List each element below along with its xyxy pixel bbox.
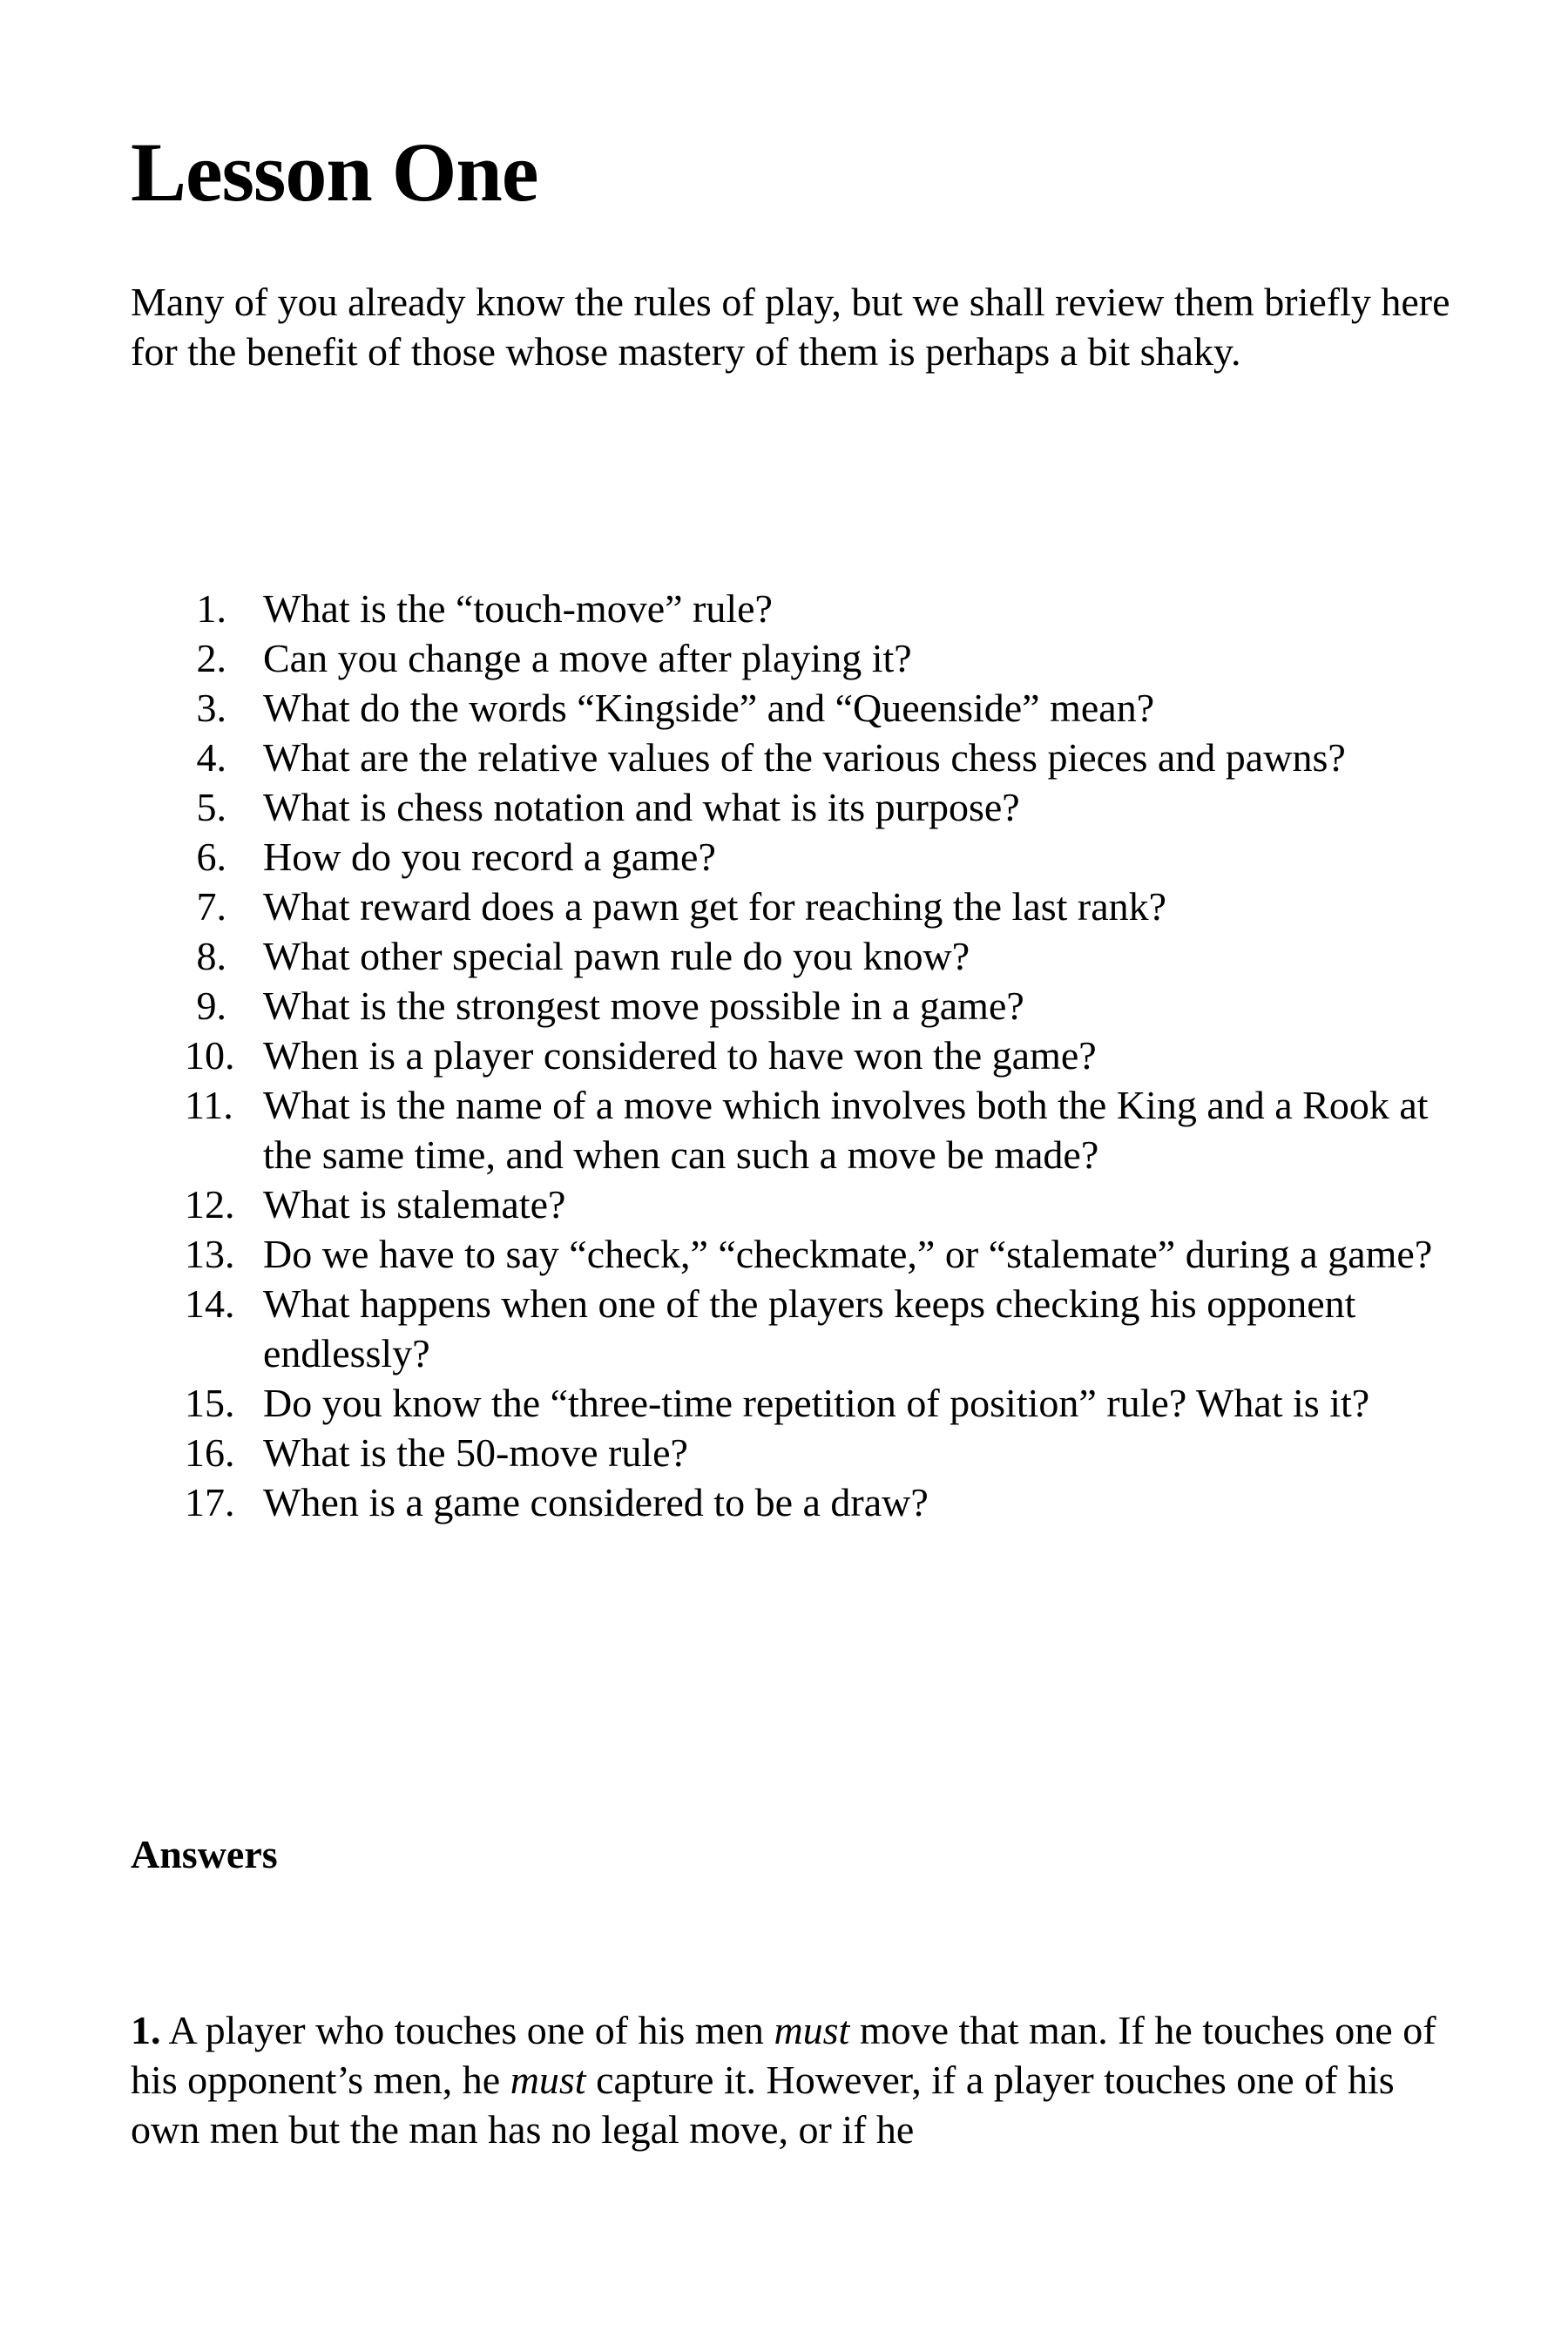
answer-text: A player who touches one of his men (160, 2008, 774, 2052)
question-text: What is the strongest move possible in a game? (263, 983, 1024, 1028)
question-number: 6. (196, 835, 226, 879)
question-list (185, 584, 1444, 1527)
list-item (190, 683, 1444, 733)
answer-number: 1. (131, 2008, 161, 2052)
question-text: Do you know the “three-time repetition of position” rule? What is it? (263, 1381, 1370, 1425)
question-number: 10. (185, 1033, 235, 1078)
list-item (185, 1279, 1444, 1378)
question-number: 13. (185, 1232, 235, 1276)
answer-text: capture it. However, if a player touches one of his own men but the man has no legal move, or if he (131, 2058, 1395, 2152)
list-item (185, 1229, 1444, 1279)
list-item (185, 1031, 1444, 1080)
list-item (190, 633, 1444, 683)
question-number: 14. (185, 1281, 235, 1326)
question-text: What do the words “Kingside” and “Queenside” mean? (263, 686, 1155, 730)
answer-text: move that man. If he touches one of his opponent’s men, he (131, 2008, 1436, 2102)
question-text: What is the 50-move rule? (263, 1430, 688, 1475)
list-item (185, 1080, 1444, 1179)
question-number: 8. (196, 934, 226, 978)
question-number: 17. (185, 1480, 235, 1524)
list-item (190, 882, 1444, 931)
intro-paragraph: Many of you already know the rules of play, but we shall review them briefly here for the benefit of those whose mastery of them is perhaps a bit shaky. (131, 280, 1450, 374)
question-text: What is stalemate? (263, 1182, 566, 1227)
question-number: 9. (196, 983, 226, 1028)
question-number: 4. (196, 735, 226, 780)
question-number: 2. (196, 636, 226, 680)
question-text: What is chess notation and what is its purpose? (263, 785, 1020, 829)
question-number: 12. (185, 1182, 235, 1227)
question-number: 16. (185, 1430, 235, 1475)
answer-emphasis: must (510, 2058, 586, 2102)
answer-emphasis: must (774, 2008, 850, 2052)
question-text: What other special pawn rule do you know? (263, 934, 970, 978)
page-title: Lesson One (131, 125, 538, 219)
question-number: 3. (196, 686, 226, 730)
list-item (190, 832, 1444, 882)
question-text: Do we have to say “check,” “checkmate,” or “stalemate” during a game? (263, 1232, 1433, 1276)
list-item (190, 981, 1444, 1031)
question-number: 5. (196, 785, 226, 829)
question-text: What is the “touch-move” rule? (263, 586, 773, 631)
list-item (185, 1378, 1444, 1428)
list-item (190, 782, 1444, 832)
question-text: When is a player considered to have won the game? (263, 1033, 1097, 1078)
question-number: 1. (196, 586, 226, 631)
list-item (185, 1477, 1444, 1527)
list-item (185, 1179, 1444, 1229)
list-item (190, 733, 1444, 782)
answers-heading: Answers (131, 1832, 278, 1876)
question-number: 7. (196, 884, 226, 929)
list-item (190, 584, 1444, 633)
list-item (185, 1428, 1444, 1477)
question-number: 15. (185, 1381, 235, 1425)
question-text: What reward does a pawn get for reaching the last rank? (263, 884, 1167, 929)
question-text: Can you change a move after playing it? (263, 636, 912, 680)
question-text: How do you record a game? (263, 835, 716, 879)
question-text: When is a game considered to be a draw? (263, 1480, 929, 1524)
question-text: What happens when one of the players keeps checking his opponent endlessly? (263, 1281, 1356, 1375)
question-text: What are the relative values of the various chess pieces and pawns? (263, 735, 1346, 780)
question-text: What is the name of a move which involves both the King and a Rook at the same time, and when can such a move be made? (263, 1083, 1429, 1177)
question-number: 11. (185, 1083, 233, 1127)
list-item (190, 931, 1444, 981)
answer-paragraph (131, 2005, 1455, 2154)
